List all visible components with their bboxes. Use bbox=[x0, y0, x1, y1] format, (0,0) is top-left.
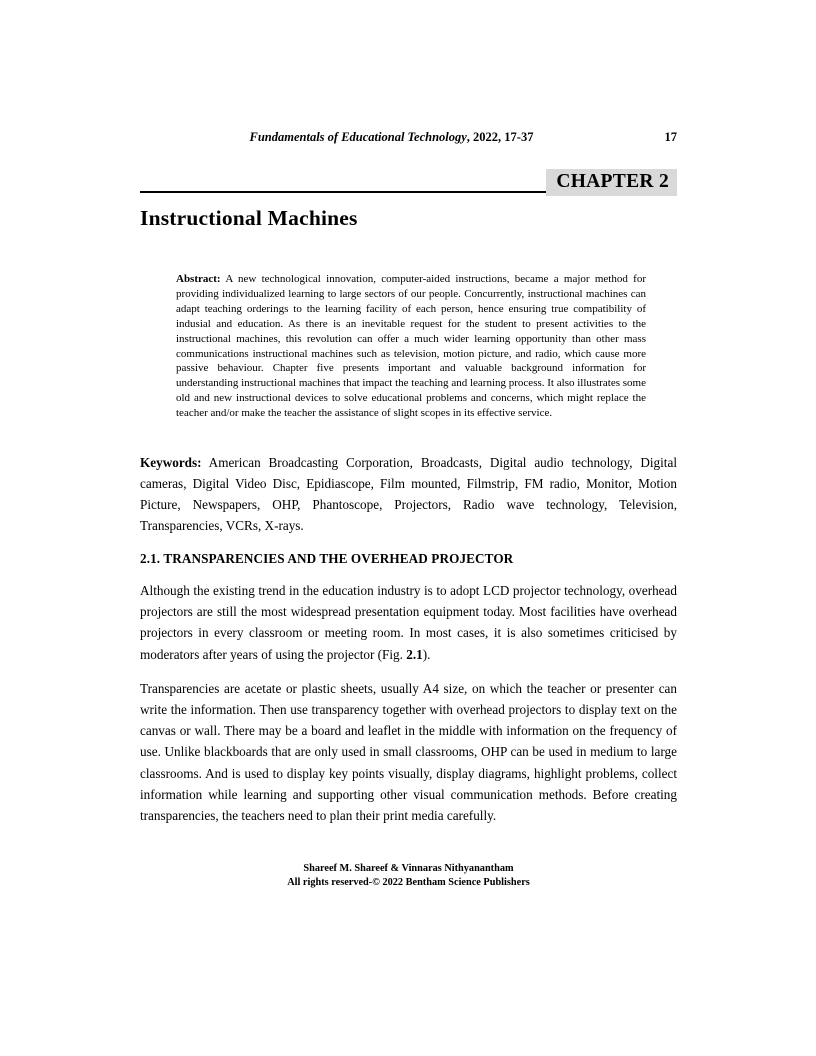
body-paragraph-1 bbox=[140, 580, 677, 665]
footer-authors: Shareef M. Shareef & Vinnaras Nithyanantham bbox=[303, 863, 514, 874]
running-title bbox=[140, 130, 643, 145]
para1-text: Although the existing trend in the education industry is to adopt LCD projector technology, overhead projectors are still the most widespread presentation equipment today. Most facilities have overhead projectors in every classroom or meeting room. In most cases, it is also sometimes criticised by moderators after years of using the projector (Fig. bbox=[140, 583, 677, 662]
journal-citation: , 2022, 17-37 bbox=[466, 130, 534, 144]
page-content bbox=[140, 130, 677, 888]
chapter-title: Instructional Machines bbox=[140, 206, 358, 230]
keywords-label: Keywords: bbox=[140, 455, 202, 471]
section-heading: 2.1. TRANSPARENCIES AND THE OVERHEAD PROJECTOR bbox=[140, 551, 514, 567]
journal-title: Fundamentals of Educational Technology bbox=[249, 130, 467, 144]
footer-rights: All rights reserved-© 2022 Bentham Science Publishers bbox=[287, 876, 530, 888]
body-paragraph-2: Transparencies are acetate or plastic sheets, usually A4 size, on which the teacher or presenter can write the information. Then use transparency together with overhead projectors to display text on the canvas or wall. There may be a board and leaflet in the middle with information on the frequency of use. Unlike blackboards that are only used in small classrooms, OHP can be used in medium to large classrooms. And is used to display key points visually, display diagrams, highlight problems, collect information while learning and supporting other visual communication methods. Before creating transparencies, the teachers need to plan their print media carefully. bbox=[140, 680, 677, 824]
abstract-label: Abstract: bbox=[176, 273, 221, 285]
figure-reference: 2.1 bbox=[406, 646, 423, 662]
page-footer bbox=[140, 862, 677, 889]
abstract-paragraph bbox=[176, 272, 646, 421]
para1-text-end: ). bbox=[422, 646, 431, 662]
keywords-paragraph bbox=[140, 452, 677, 536]
chapter-banner: CHAPTER 2 bbox=[546, 169, 677, 196]
chapter-rule bbox=[140, 147, 677, 193]
abstract-text: A new technological innovation, computer-aided instructions, became a major method for providing individualized learning to large sectors of our people. Concurrently, instructional machines can adapt teaching orderings to the learning facility of each person, hence ensuring true compatibility of indusial and education. As there is an inevitable request for the student to present activities to the instructional machines, this revolution can offer a much wider learning opportunity than other mass communications instructional machines such as television, motion picture, and radio, which cause more passive behaviour. Chapter five presents important and valuable background information for understanding instructional machines that impact the teaching and learning process. It also illustrates some old and new instructional devices to solve educational problems and concerns, which might replace the teacher and/or make the teacher the assistance of slight scopes in its effective service. bbox=[176, 273, 646, 420]
running-header bbox=[140, 130, 677, 147]
keywords-text: American Broadcasting Corporation, Broadcasts, Digital audio technology, Digital cameras, Digital Video Disc, Epidiascope, Film mounted, Filmstrip, FM radio, Monitor, Motion Picture, Newspapers, OHP, Phantoscope, Projectors, Radio wave technology, Television, Transparencies, VCRs, X-rays. bbox=[140, 455, 677, 534]
page-number: 17 bbox=[664, 130, 677, 144]
